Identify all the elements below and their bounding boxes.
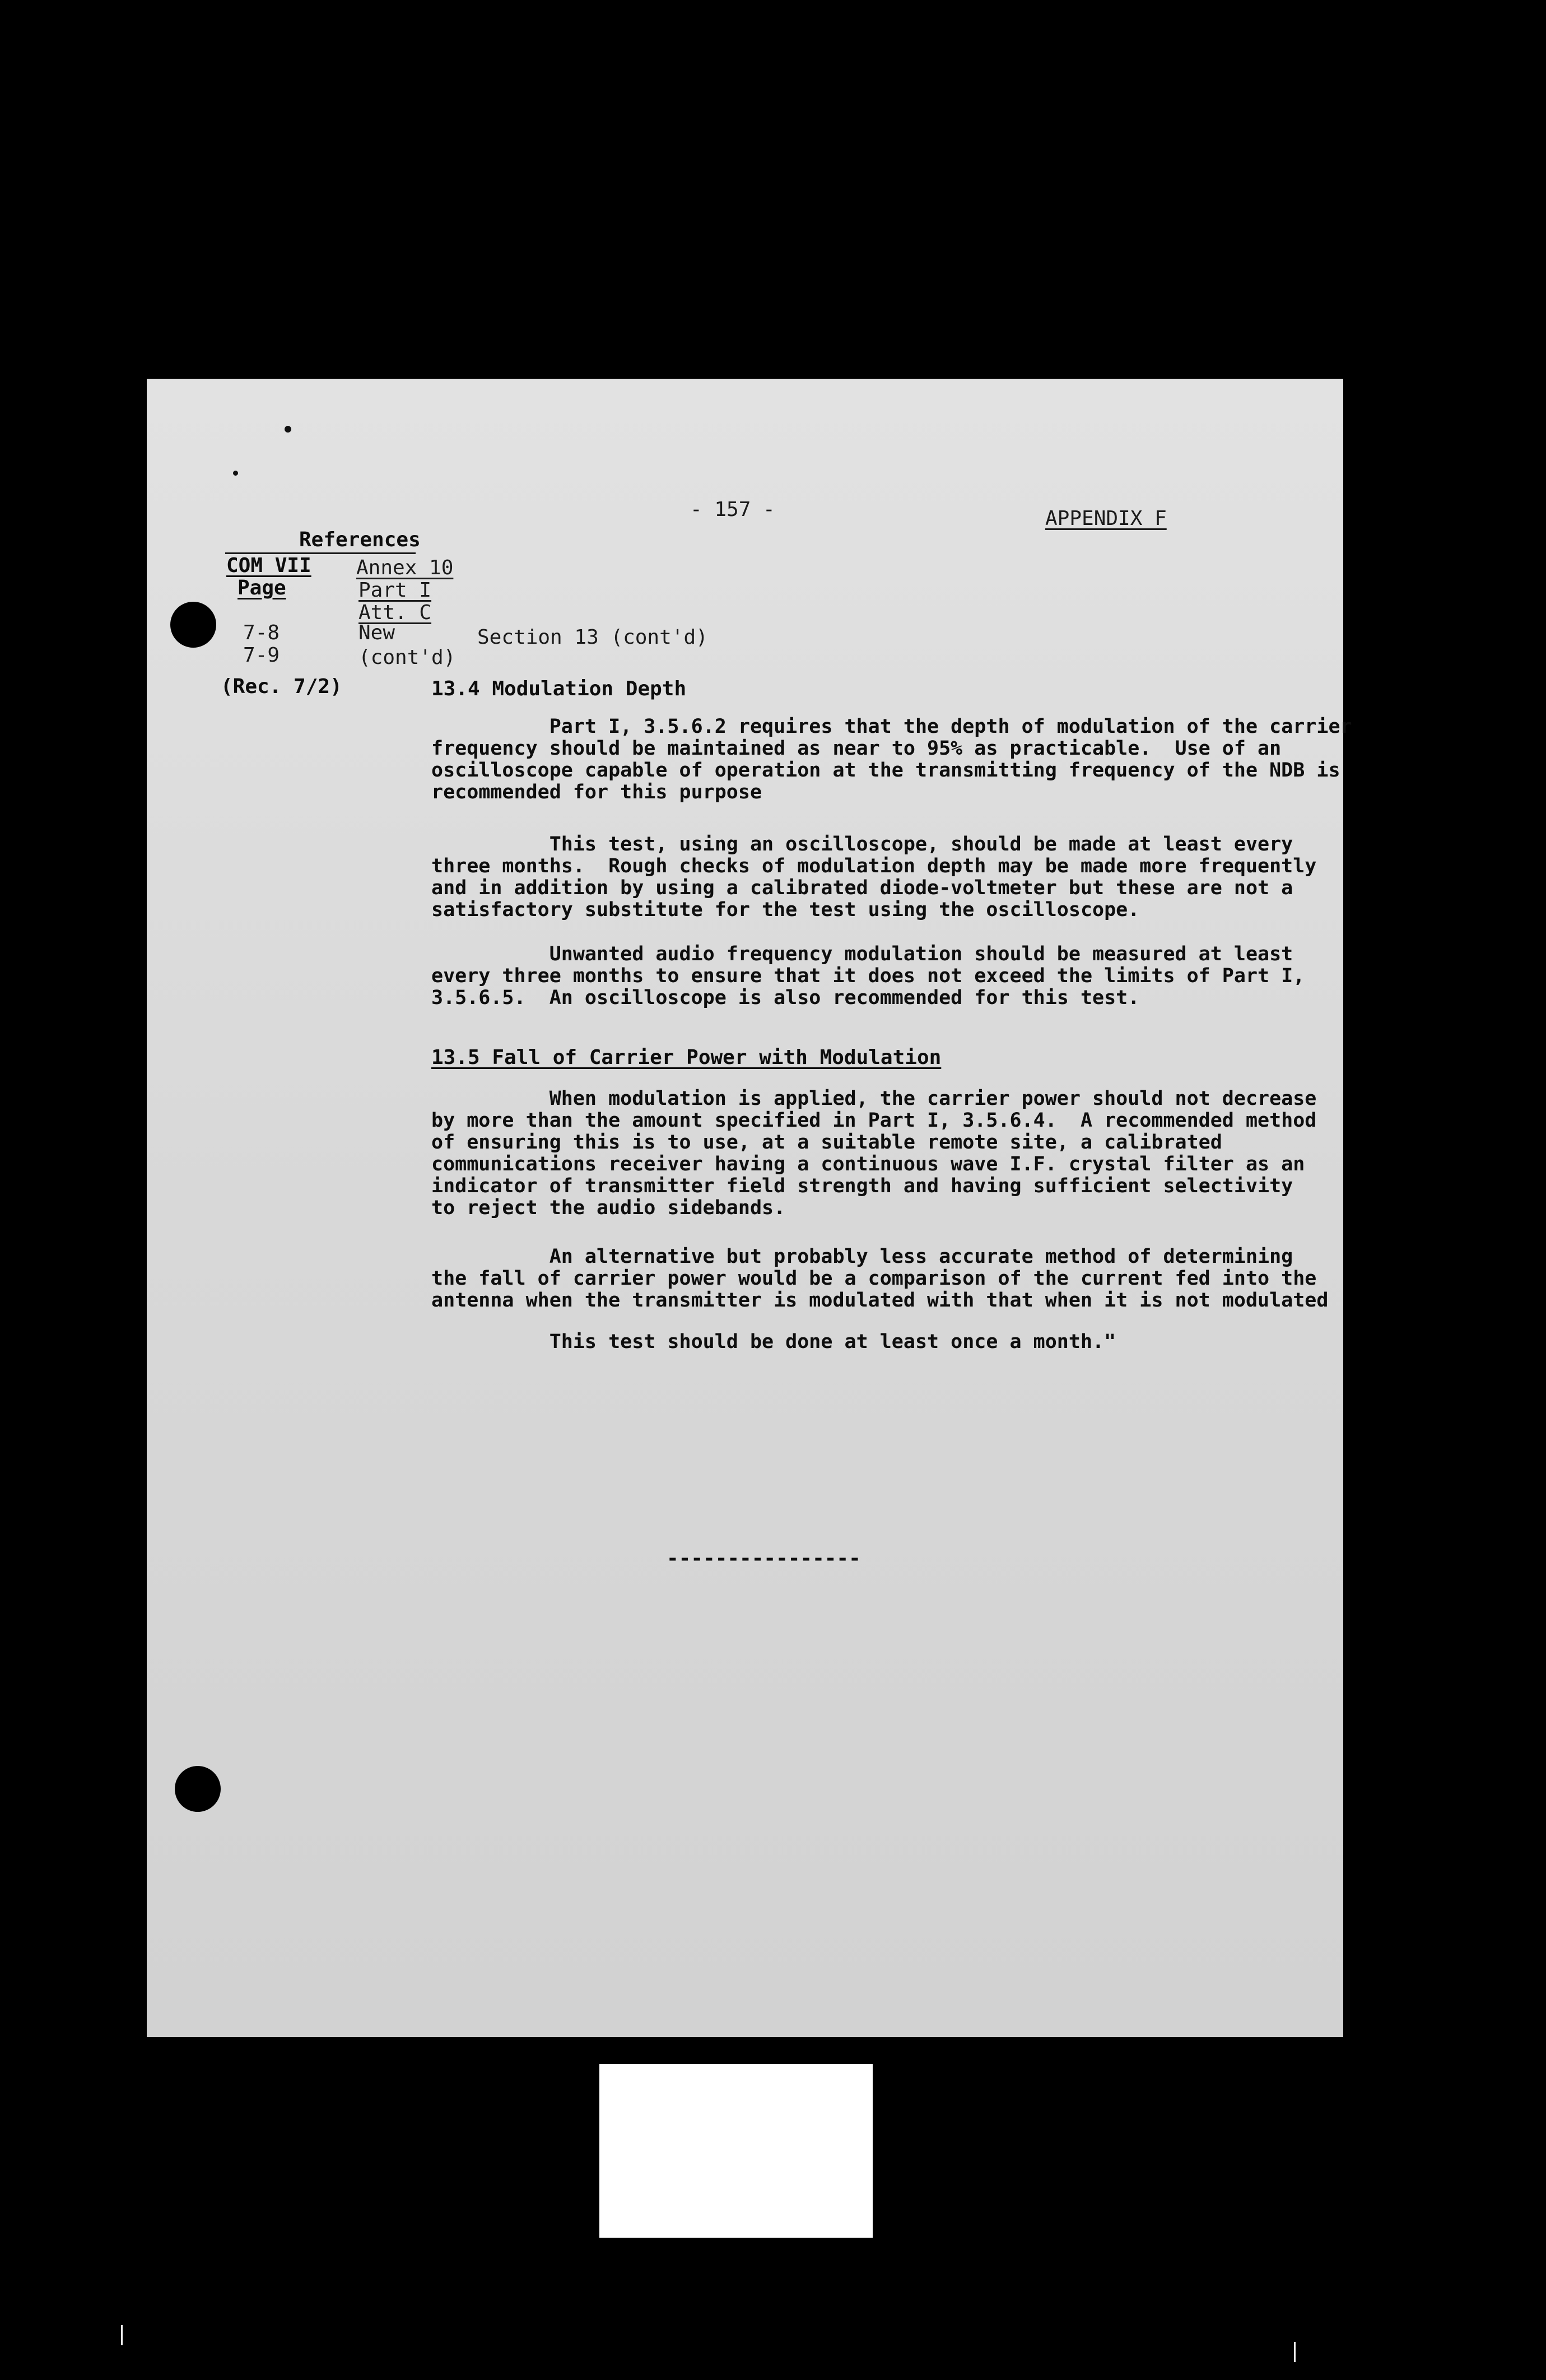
film-edge-mark bbox=[121, 2325, 123, 2345]
film-edge-mark bbox=[1294, 2342, 1296, 2362]
para-13-5-3: This test should be done at least once a month." bbox=[431, 1331, 1116, 1353]
references-row2-page: 7-9 bbox=[243, 644, 280, 667]
punch-hole-top bbox=[170, 602, 216, 648]
section-title: Section 13 (cont'd) bbox=[477, 626, 708, 649]
references-col1-sub: Page bbox=[238, 577, 286, 599]
document-page bbox=[147, 379, 1352, 2037]
para-13-5-1: When modulation is applied, the carrier power should not decrease by more than the amount specified in Part I, 3.5.6.4. A recommended method of ensuring this is to use, at a suitable remote site, a calibrated communications receiver having a continuous wave I.F. crystal filter as an indicator of transmitter field strength and having sufficient selectivity to reject the audio sidebands. bbox=[431, 1087, 1317, 1219]
para-13-4-1: Part I, 3.5.6.2 requires that the depth of modulation of the carrier frequency should be maintained as near to 95% as practicable. Use of an oscilloscope capable of operation at the transmitting frequency of the NDB is recommended for this purpose bbox=[431, 715, 1352, 803]
references-title: References bbox=[299, 528, 421, 551]
heading-13-5: 13.5 Fall of Carrier Power with Modulation bbox=[431, 1046, 942, 1069]
references-col2-sub2: Att. C bbox=[358, 601, 432, 624]
references-row1-page: 7-8 bbox=[243, 621, 280, 644]
page-number: - 157 - bbox=[690, 498, 775, 521]
references-row2-annex: (cont'd) bbox=[358, 646, 456, 669]
para-13-5-2: An alternative but probably less accurate method of determining the fall of carrier power would be a comparison of the current fed into the antenna when the transmitter is modulated with that when it is not modulated bbox=[431, 1245, 1329, 1312]
references-row1-annex: New bbox=[358, 621, 395, 644]
appendix-label: APPENDIX F bbox=[1045, 507, 1167, 530]
blank-label-card bbox=[599, 2064, 873, 2238]
references-col2-sub1: Part I bbox=[358, 579, 432, 602]
para-13-4-2: This test, using an oscilloscope, should be made at least every three months. Rough checks of modulation depth may be made more frequently and in addition by using a calibrated diode-voltmeter but these are not a satisfactory substitute for the test using the oscilloscope. bbox=[431, 833, 1317, 921]
heading-13-4: 13.4 Modulation Depth bbox=[431, 677, 687, 700]
speck-mark bbox=[285, 426, 291, 433]
end-separator: ---------------- bbox=[667, 1547, 861, 1570]
speck-mark bbox=[233, 471, 238, 476]
references-rec: (Rec. 7/2) bbox=[221, 675, 342, 698]
para-13-4-3: Unwanted audio frequency modulation should be measured at least every three months to ensure that it does not exceed the limits of Part I, 3.5.6.5. An oscilloscope is also recommended for this test. bbox=[431, 943, 1305, 1009]
punch-hole-bottom bbox=[175, 1766, 221, 1812]
references-col1-header: COM VII bbox=[226, 554, 311, 577]
references-col2-header: Annex 10 bbox=[356, 556, 454, 579]
